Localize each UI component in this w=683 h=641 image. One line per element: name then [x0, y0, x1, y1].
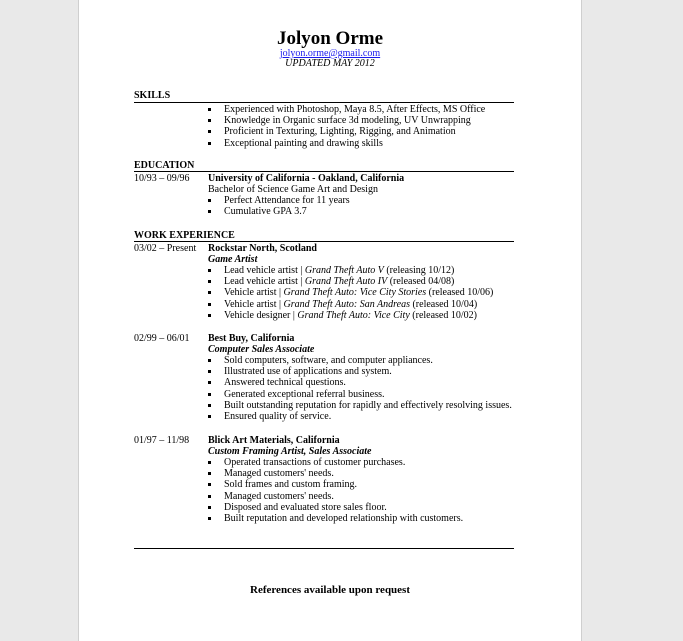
skills-heading: SKILLS [134, 90, 171, 101]
candidate-name: Jolyon Orme [276, 28, 384, 49]
job-dates: 02/99 – 06/01 [134, 333, 190, 344]
bullet-icon [208, 393, 211, 396]
list-item: Proficient in Texturing, Lighting, Rigging, and Animation [208, 126, 485, 137]
list-item: Exceptional painting and drawing skills [208, 138, 485, 149]
bullet-icon [208, 119, 211, 122]
bullet-icon [208, 359, 211, 362]
school-name: University of California - Oakland, California [208, 173, 405, 184]
closing-divider [134, 548, 514, 549]
job-duties-list [208, 265, 493, 321]
list-item: Vehicle designer | Grand Theft Auto: Vice City (released 10/02) [208, 310, 493, 321]
bullet-icon [208, 130, 211, 133]
job-dates: 03/02 – Present [134, 243, 197, 254]
bullet-icon [208, 483, 211, 486]
education-dates: 10/93 – 09/96 [134, 173, 190, 184]
bullet-icon [208, 370, 211, 373]
company-name: Best Buy, California [208, 333, 295, 344]
bullet-icon [208, 142, 211, 145]
list-item: Illustrated use of applications and system. [208, 366, 512, 377]
references-note: References available upon request [250, 584, 410, 596]
work-divider [134, 241, 514, 242]
job-dates: 01/97 – 11/98 [134, 435, 190, 446]
email-link[interactable]: jolyon.orme@gmail.com [279, 48, 381, 59]
education-divider [134, 171, 514, 172]
bullet-icon [208, 108, 211, 111]
list-item: Sold frames and custom framing. [208, 479, 463, 490]
list-item: Disposed and evaluated store sales floor. [208, 502, 463, 513]
bullet-icon [208, 199, 211, 202]
list-item: Managed customers' needs. [208, 468, 463, 479]
bullet-icon [208, 303, 211, 306]
list-item: Knowledge in Organic surface 3d modeling, UV Unwrapping [208, 115, 485, 126]
job-role: Custom Framing Artist, Sales Associate [208, 446, 372, 457]
list-item: Lead vehicle artist | Grand Theft Auto V (releasing 10/12) [208, 265, 493, 276]
bullet-icon [208, 269, 211, 272]
list-item: Built outstanding reputation for rapidly and effectively resolving issues. [208, 400, 512, 411]
bullet-icon [208, 314, 211, 317]
list-item: Operated transactions of customer purchases. [208, 457, 463, 468]
list-item: Vehicle artist | Grand Theft Auto: Vice City Stories (released 10/06) [208, 287, 493, 298]
education-list [208, 195, 350, 217]
degree: Bachelor of Science Game Art and Design [208, 184, 378, 195]
work-heading: WORK EXPERIENCE [134, 230, 235, 241]
bullet-icon [208, 280, 211, 283]
job-role: Game Artist [208, 254, 258, 265]
list-item: Sold computers, software, and computer appliances. [208, 355, 512, 366]
bullet-icon [208, 495, 211, 498]
list-item: Lead vehicle artist | Grand Theft Auto IV (released 04/08) [208, 276, 493, 287]
skills-list [208, 104, 485, 149]
company-name: Blick Art Materials, California [208, 435, 340, 446]
list-item: Experienced with Photoshop, Maya 8.5, After Effects, MS Office [208, 104, 485, 115]
updated-date: UPDATED MAY 2012 [285, 58, 375, 69]
list-item: Managed customers' needs. [208, 491, 463, 502]
bullet-icon [208, 461, 211, 464]
company-name: Rockstar North, Scotland [208, 243, 317, 254]
education-heading: EDUCATION [134, 160, 195, 171]
bullet-icon [208, 472, 211, 475]
list-item: Built reputation and developed relationship with customers. [208, 513, 463, 524]
bullet-icon [208, 381, 211, 384]
bullet-icon [208, 517, 211, 520]
bullet-icon [208, 415, 211, 418]
skills-divider [134, 102, 514, 103]
bullet-icon [208, 291, 211, 294]
job-role: Computer Sales Associate [208, 344, 315, 355]
job-duties-list [208, 355, 512, 422]
list-item: Vehicle artist | Grand Theft Auto: San Andreas (released 10/04) [208, 299, 493, 310]
list-item: Cumulative GPA 3.7 [208, 206, 350, 217]
list-item: Generated exceptional referral business. [208, 389, 512, 400]
bullet-icon [208, 404, 211, 407]
resume-page [79, 0, 581, 641]
list-item: Ensured quality of service. [208, 411, 512, 422]
bullet-icon [208, 506, 211, 509]
job-duties-list [208, 457, 463, 524]
list-item: Perfect Attendance for 11 years [208, 195, 350, 206]
bullet-icon [208, 210, 211, 213]
list-item: Answered technical questions. [208, 377, 512, 388]
